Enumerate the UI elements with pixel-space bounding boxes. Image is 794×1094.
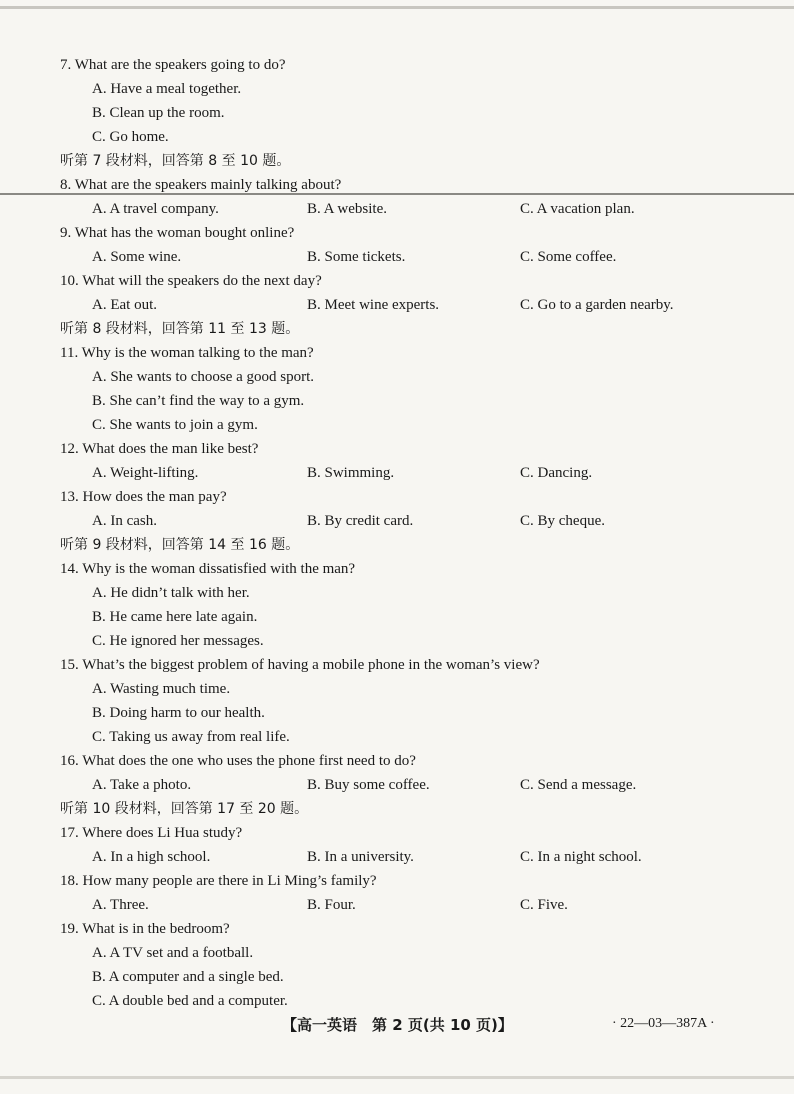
question-19: 19. What is in the bedroom? (60, 921, 230, 937)
option-9a: A. Some wine. (92, 249, 182, 265)
page-footer-title: 【高一英语 第 2 页(共 10 页)】 (282, 1016, 513, 1034)
scan-edge-bottom (0, 1076, 794, 1079)
option-13b: B. By credit card. (307, 513, 414, 529)
option-8b: B. A website. (307, 201, 388, 217)
option-10a: A. Eat out. (92, 297, 157, 313)
question-13: 13. How does the man pay? (60, 489, 227, 505)
option-16c: C. Send a message. (520, 777, 637, 793)
option-12c: C. Dancing. (520, 465, 593, 481)
option-18b: B. Four. (307, 897, 356, 913)
option-17a: A. In a high school. (92, 849, 211, 865)
option-12a: A. Weight-lifting. (92, 465, 199, 481)
question-15: 15. What’s the biggest problem of having a mobile phone in the woman’s view? (60, 657, 540, 673)
option-8c: C. A vacation plan. (520, 201, 635, 217)
question-10: 10. What will the speakers do the next day? (60, 273, 322, 289)
option-7b: B. Clean up the room. (92, 105, 225, 121)
question-11: 11. Why is the woman talking to the man? (60, 345, 314, 361)
section-heading-9: 听第 9 段材料，回答第 14 至 16 题。 (60, 537, 300, 553)
option-19b: B. A computer and a single bed. (92, 969, 284, 985)
question-9: 9. What has the woman bought online? (60, 225, 295, 241)
option-10b: B. Meet wine experts. (307, 297, 440, 313)
option-11b: B. She can’t find the way to a gym. (92, 393, 305, 409)
option-9b: B. Some tickets. (307, 249, 406, 265)
option-16b: B. Buy some coffee. (307, 777, 430, 793)
page-footer-code: · 22—03—387A · (612, 1016, 715, 1031)
option-19a: A. A TV set and a football. (92, 945, 254, 961)
question-16: 16. What does the one who uses the phone first need to do? (60, 753, 416, 769)
section-heading-10: 听第 10 段材料，回答第 17 至 20 题。 (60, 801, 309, 817)
option-8a: A. A travel company. (92, 201, 219, 217)
option-13a: A. In cash. (92, 513, 157, 529)
option-12b: B. Swimming. (307, 465, 395, 481)
option-7c: C. Go home. (92, 129, 169, 145)
option-15a: A. Wasting much time. (92, 681, 231, 697)
option-18a: A. Three. (92, 897, 149, 913)
section-heading-7: 听第 7 段材料，回答第 8 至 10 题。 (60, 153, 291, 169)
question-7: 7. What are the speakers going to do? (60, 57, 286, 73)
question-14: 14. Why is the woman dissatisfied with the man? (60, 561, 356, 577)
option-10c: C. Go to a garden nearby. (520, 297, 674, 313)
option-17c: C. In a night school. (520, 849, 642, 865)
question-17: 17. Where does Li Hua study? (60, 825, 243, 841)
option-18c: C. Five. (520, 897, 568, 913)
question-8: 8. What are the speakers mainly talking about? (60, 177, 342, 193)
option-14a: A. He didn’t talk with her. (92, 585, 250, 601)
scan-edge-top (0, 6, 794, 9)
question-18: 18. How many people are there in Li Ming’s family? (60, 873, 377, 889)
section-heading-8: 听第 8 段材料，回答第 11 至 13 题。 (60, 321, 300, 337)
option-15b: B. Doing harm to our health. (92, 705, 265, 721)
option-19c: C. A double bed and a computer. (92, 993, 288, 1009)
question-12: 12. What does the man like best? (60, 441, 259, 457)
option-17b: B. In a university. (307, 849, 414, 865)
option-14b: B. He came here late again. (92, 609, 258, 625)
option-7a: A. Have a meal together. (92, 81, 242, 97)
option-11c: C. She wants to join a gym. (92, 417, 258, 433)
option-14c: C. He ignored her messages. (92, 633, 264, 649)
option-9c: C. Some coffee. (520, 249, 617, 265)
option-11a: A. She wants to choose a good sport. (92, 369, 315, 385)
option-13c: C. By cheque. (520, 513, 605, 529)
option-16a: A. Take a photo. (92, 777, 192, 793)
option-15c: C. Taking us away from real life. (92, 729, 290, 745)
